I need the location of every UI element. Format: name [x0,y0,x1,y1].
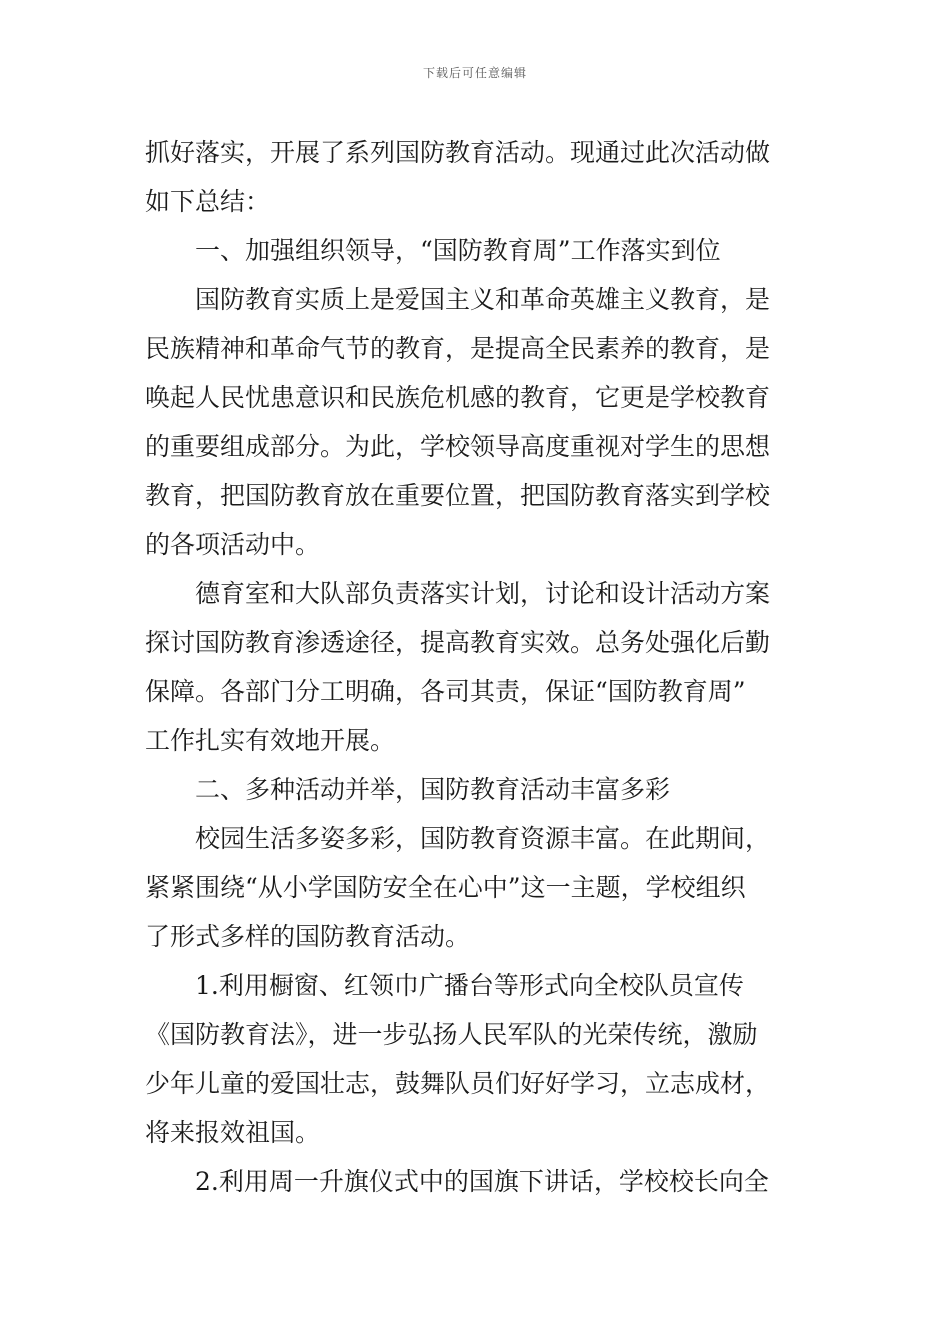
list-item-line: 2.利用周一升旗仪式中的国旗下讲话，学校校长向全 [195,1167,769,1196]
list-item-line: 《国防教育法》，进一步弘扬人民军队的光荣传统，激励 [145,1020,758,1049]
list-item-line: 将来报效祖国。 [145,1118,321,1147]
paragraph-line: 工作扎实有效地开展。 [145,726,396,755]
page-header-note: 下载后可任意编辑 [422,66,527,80]
paragraph-line: 了形式多样的国防教育活动。 [145,922,471,951]
paragraph-line: 保障。各部门分工明确，各司其责，保证“国防教育周” [145,677,746,706]
paragraph-line: 的重要组成部分。为此，学校领导高度重视对学生的思想 [145,432,771,461]
paragraph-line: 德育室和大队部负责落实计划，讨论和设计活动方案 [195,579,771,608]
paragraph-line: 国防教育实质上是爱国主义和革命英雄主义教育，是 [195,285,771,314]
list-item-line: 少年儿童的爱国壮志，鼓舞队员们好好学习，立志成材， [145,1069,771,1098]
paragraph-line: 的各项活动中。 [145,530,321,559]
paragraph-line: 如下总结： [145,187,271,216]
list-item-line: 1.利用橱窗、红领巾广播台等形式向全校队员宣传 [195,971,744,1000]
paragraph-line: 抓好落实，开展了系列国防教育活动。现通过此次活动做 [145,138,771,167]
paragraph-line: 唤起人民忧患意识和民族危机感的教育，它更是学校教育 [145,383,771,412]
paragraph-line: 探讨国防教育渗透途径，提高教育实效。总务处强化后勤 [145,628,771,657]
section-heading: 二、多种活动并举，国防教育活动丰富多彩 [195,775,671,804]
section-heading: 一、加强组织领导，“国防教育周”工作落实到位 [195,236,721,265]
paragraph-line: 紧紧围绕“从小学国防安全在心中”这一主题，学校组织 [145,873,746,902]
paragraph-line: 校园生活多姿多彩，国防教育资源丰富。在此期间， [195,824,771,853]
paragraph-line: 教育，把国防教育放在重要位置，把国防教育落实到学校 [145,481,771,510]
document-body [145,128,813,1206]
paragraph-line: 民族精神和革命气节的教育，是提高全民素养的教育，是 [145,334,771,363]
